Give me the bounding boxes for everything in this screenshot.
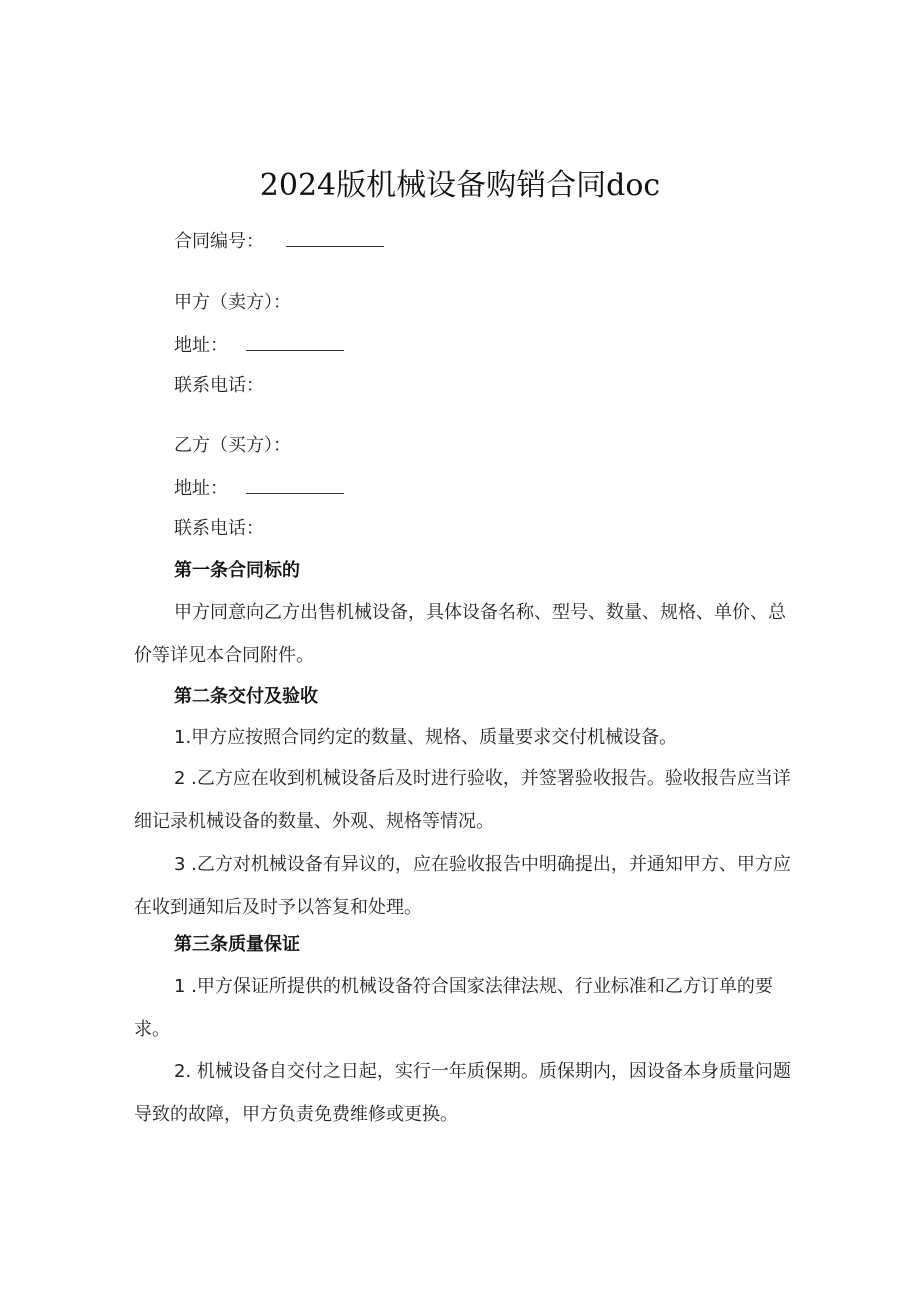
contract-number-label: 合同编号： [174,231,264,252]
party-a-label: 甲方（卖方）： [174,292,291,313]
section-2-heading: 第二条交付及验收 [174,686,318,707]
party-a-phone-label: 联系电话： [174,375,264,396]
section-2-paragraph-1: 1.甲方应按照合同约定的数量、规格、质量要求交付机械设备。 [174,727,678,748]
section-3-paragraph-2: 2. 机械设备自交付之日起，实行一年质保期。质保期内，因设备本身质量问题导致的故障，甲方负责免费维修或更换。 [134,1061,791,1125]
section-2-paragraph-2: 2 .乙方应在收到机械设备后及时进行验收，并签署验收报告。验收报告应当详细记录机械设备的数量、外观、规格等情况。 [134,768,791,832]
party-a-address-label: 地址： [174,335,228,356]
party-a-address-field [174,332,344,359]
party-b-label: 乙方（买方）： [174,435,291,456]
section-1-heading: 第一条合同标的 [174,560,300,581]
section-3-paragraph-1: 1 .甲方保证所提供的机械设备符合国家法律法规、行业标准和乙方订单的要求。 [134,976,773,1040]
contract-number-field [174,228,384,255]
party-b-address-label: 地址： [174,478,228,499]
section-3-heading: 第三条质量保证 [174,934,300,955]
party-a-address-blank[interactable] [246,332,344,351]
party-b-address-blank[interactable] [246,475,344,494]
document-title: 2024版机械设备购销合同doc [259,168,661,203]
party-b-phone-label: 联系电话： [174,518,264,539]
party-b-address-field [174,475,344,502]
section-2-paragraph-3: 3 .乙方对机械设备有异议的，应在验收报告中明确提出，并通知甲方、甲方应在收到通知后及时予以答复和处理。 [134,854,791,918]
section-1-paragraph-1: 甲方同意向乙方出售机械设备，具体设备名称、型号、数量、规格、单价、总价等详见本合同附件。 [134,602,786,666]
contract-number-blank[interactable] [286,228,384,247]
